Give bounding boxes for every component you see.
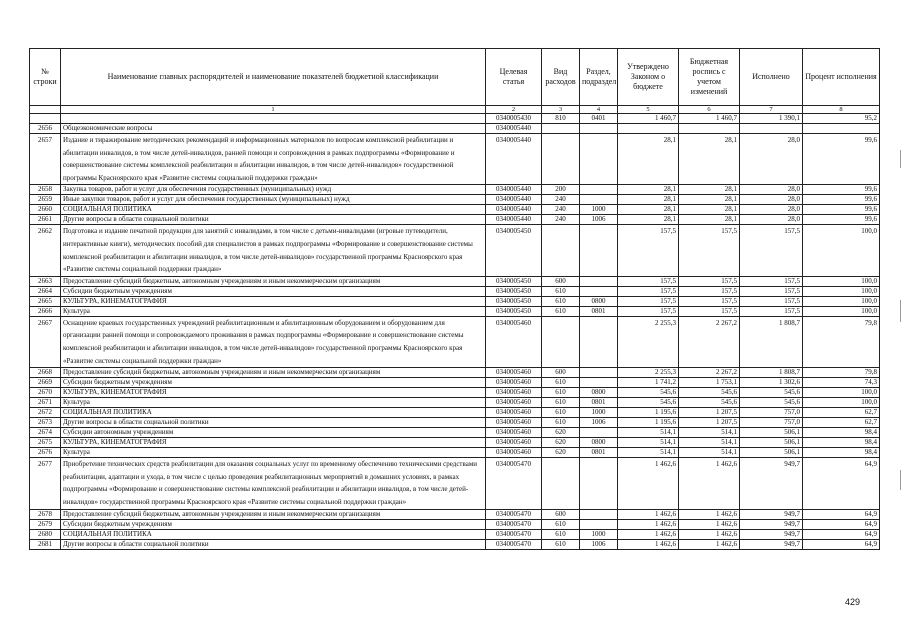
section-code [580, 458, 618, 509]
expense-type: 610 [542, 378, 580, 388]
executed-amount: 28,0 [740, 205, 803, 215]
approved-amount: 514,1 [618, 448, 679, 458]
execution-percent: 99,6 [803, 205, 880, 215]
indicator-name: Другие вопросы в области социальной политики [61, 539, 486, 549]
header-row [30, 49, 880, 106]
table-row [30, 134, 880, 185]
execution-percent: 64,9 [803, 519, 880, 529]
section-code: 1000 [580, 529, 618, 539]
section-code [580, 286, 618, 296]
section-code [580, 519, 618, 529]
target-article: 0340005460 [486, 378, 542, 388]
execution-percent: 62,7 [803, 418, 880, 428]
expense-type: 610 [542, 529, 580, 539]
expense-type: 610 [542, 388, 580, 398]
execution-percent: 100,0 [803, 388, 880, 398]
row-number: 2659 [30, 195, 61, 205]
executed-amount: 1 390,1 [740, 114, 803, 124]
target-article: 0340005470 [486, 458, 542, 509]
row-number: 2665 [30, 296, 61, 306]
target-article: 0340005470 [486, 539, 542, 549]
header-expense-type: Вид расходов [542, 49, 580, 106]
table-row [30, 215, 880, 225]
executed-amount: 28,0 [740, 195, 803, 205]
indicator-name: Приобретение технических средств реабилитации для оказания социальных услуг по временному обеспечению техническими средствами реабилитации, адаптации и ухода, в том числе с целью проведения реабилитационных мероприятий в домашних условиях, в рамках подпрограммы «Формирование и совершенствование системы комплексной реабилитации и абилитации инвалидов, в том числе детей-инвалидов» государственной программы Красноярского края «Развитие системы социальной поддержки граждан» [61, 458, 486, 509]
header-indicator-name: Наименование главных распорядителей и наименование показателей бюджетной классификации [61, 49, 486, 106]
executed-amount: 949,7 [740, 529, 803, 539]
column-number: 1 [61, 106, 486, 114]
target-article: 0340005440 [486, 205, 542, 215]
table-row [30, 286, 880, 296]
row-number: 2669 [30, 378, 61, 388]
expense-type: 610 [542, 418, 580, 428]
expense-type: 610 [542, 286, 580, 296]
row-number: 2672 [30, 408, 61, 418]
column-number [30, 106, 61, 114]
section-code: 0800 [580, 296, 618, 306]
budget-amount: 157,5 [679, 296, 740, 306]
row-number: 2667 [30, 316, 61, 367]
indicator-name: Культура [61, 306, 486, 316]
page-edge-mark [900, 150, 901, 168]
column-number: 4 [580, 106, 618, 114]
page-edge-mark [900, 300, 901, 322]
executed-amount: 157,5 [740, 276, 803, 286]
execution-percent: 62,7 [803, 408, 880, 418]
approved-amount: 1 462,6 [618, 529, 679, 539]
executed-amount: 28,0 [740, 185, 803, 195]
indicator-name: СОЦИАЛЬНАЯ ПОЛИТИКА [61, 205, 486, 215]
row-number [30, 114, 61, 124]
expense-type: 610 [542, 408, 580, 418]
expense-type: 200 [542, 185, 580, 195]
row-number: 2674 [30, 428, 61, 438]
row-number: 2666 [30, 306, 61, 316]
table-row [30, 195, 880, 205]
budget-amount: 28,1 [679, 195, 740, 205]
row-number: 2657 [30, 134, 61, 185]
table-row [30, 205, 880, 215]
budget-amount [679, 124, 740, 134]
executed-amount: 1 808,7 [740, 316, 803, 367]
budget-amount: 157,5 [679, 276, 740, 286]
expense-type: 600 [542, 276, 580, 286]
budget-amount: 2 267,2 [679, 316, 740, 367]
budget-amount: 1 460,7 [679, 114, 740, 124]
approved-amount: 514,1 [618, 438, 679, 448]
execution-percent: 100,0 [803, 276, 880, 286]
section-code [580, 195, 618, 205]
approved-amount: 1 460,7 [618, 114, 679, 124]
approved-amount: 1 195,6 [618, 418, 679, 428]
target-article: 0340005440 [486, 195, 542, 205]
target-article: 0340005450 [486, 286, 542, 296]
budget-amount: 28,1 [679, 215, 740, 225]
target-article: 0340005460 [486, 428, 542, 438]
target-article: 0340005460 [486, 438, 542, 448]
section-code [580, 134, 618, 185]
section-code [580, 378, 618, 388]
table-body [30, 114, 880, 550]
expense-type [542, 134, 580, 185]
expense-type [542, 316, 580, 367]
column-number: 5 [618, 106, 679, 114]
expense-type: 600 [542, 509, 580, 519]
page-number: 429 [845, 597, 861, 607]
execution-percent: 98,4 [803, 438, 880, 448]
section-code [580, 316, 618, 367]
executed-amount: 157,5 [740, 296, 803, 306]
table-row [30, 428, 880, 438]
target-article: 0340005460 [486, 316, 542, 367]
execution-percent: 64,9 [803, 458, 880, 509]
section-code [580, 509, 618, 519]
approved-amount: 545,6 [618, 398, 679, 408]
target-article: 0340005440 [486, 134, 542, 185]
header-row-number: № строки [30, 49, 61, 106]
indicator-name: КУЛЬТУРА, КИНЕМАТОГРАФИЯ [61, 296, 486, 306]
approved-amount: 157,5 [618, 286, 679, 296]
header-section: Раздел, подраздел [580, 49, 618, 106]
executed-amount: 506,1 [740, 428, 803, 438]
row-number: 2675 [30, 438, 61, 448]
indicator-name: Общеэкономические вопросы [61, 124, 486, 134]
target-article: 0340005440 [486, 185, 542, 195]
target-article: 0340005440 [486, 124, 542, 134]
executed-amount: 28,0 [740, 215, 803, 225]
row-number: 2681 [30, 539, 61, 549]
row-number: 2656 [30, 124, 61, 134]
indicator-name: Оснащение краевых государственных учреждений реабилитационным и абилитационным оборудованием и оборудованием для организации ранней помощи и сопровождаемого проживания в рамках подпрограммы «Формирование и совершенствование системы комплексной реабилитации и абилитации инвалидов, в том числе детей-инвалидов» государственной программы Красноярского края «Развитие системы социальной поддержки граждан» [61, 316, 486, 367]
budget-amount: 1 462,6 [679, 509, 740, 519]
section-code [580, 276, 618, 286]
header-execution-percent: Процент исполнения [803, 49, 880, 106]
row-number: 2671 [30, 398, 61, 408]
approved-amount: 1 462,6 [618, 509, 679, 519]
table-row [30, 368, 880, 378]
approved-amount: 28,1 [618, 205, 679, 215]
section-code: 0800 [580, 388, 618, 398]
expense-type: 620 [542, 428, 580, 438]
section-code: 1006 [580, 539, 618, 549]
execution-percent: 64,9 [803, 539, 880, 549]
indicator-name: Субсидии бюджетным учреждениям [61, 286, 486, 296]
table-row [30, 418, 880, 428]
target-article: 0340005450 [486, 306, 542, 316]
execution-percent: 100,0 [803, 398, 880, 408]
execution-percent: 64,9 [803, 509, 880, 519]
expense-type: 610 [542, 519, 580, 529]
execution-percent: 100,0 [803, 296, 880, 306]
execution-percent: 79,8 [803, 368, 880, 378]
executed-amount: 949,7 [740, 539, 803, 549]
approved-amount: 1 462,6 [618, 519, 679, 529]
expense-type: 610 [542, 398, 580, 408]
indicator-name: Предоставление субсидий бюджетным, автономным учреждениям и иным некоммерческим организациям [61, 368, 486, 378]
indicator-name: Культура [61, 398, 486, 408]
budget-report-sheet [29, 48, 879, 550]
expense-type [542, 225, 580, 276]
table-row [30, 316, 880, 367]
budget-amount: 157,5 [679, 286, 740, 296]
execution-percent: 100,0 [803, 286, 880, 296]
indicator-name: Издание и тиражирование методических рекомендаций и информационных материалов по вопросам комплексной реабилитации и абилитации инвалидов, в том числе детей-инвалидов, ранней помощи и сопровождения в рамках подпрограммы «Формирование и совершенствование системы комплексной реабилитации и абилитации инвалидов, в том числе детей-инвалидов» государственной программы Красноярского края «Развитие системы социальной поддержки граждан» [61, 134, 486, 185]
expense-type: 600 [542, 368, 580, 378]
section-code [580, 124, 618, 134]
expense-type [542, 458, 580, 509]
table-row [30, 438, 880, 448]
indicator-name: Культура [61, 448, 486, 458]
approved-amount: 2 255,3 [618, 368, 679, 378]
approved-amount: 1 195,6 [618, 408, 679, 418]
executed-amount: 157,5 [740, 286, 803, 296]
indicator-name: Предоставление субсидий бюджетным, автономным учреждениям и иным некоммерческим организациям [61, 276, 486, 286]
target-article: 0340005470 [486, 529, 542, 539]
target-article: 0340005460 [486, 408, 542, 418]
budget-amount: 1 207,5 [679, 418, 740, 428]
column-number: 8 [803, 106, 880, 114]
header-target-article: Целевая статья [486, 49, 542, 106]
approved-amount: 1 462,6 [618, 458, 679, 509]
expense-type [542, 124, 580, 134]
table-row [30, 509, 880, 519]
table-row [30, 225, 880, 276]
execution-percent: 74,3 [803, 378, 880, 388]
budget-amount: 545,6 [679, 388, 740, 398]
budget-amount: 157,5 [679, 225, 740, 276]
budget-amount: 1 462,6 [679, 539, 740, 549]
table-row [30, 388, 880, 398]
indicator-name: Субсидии бюджетным учреждениям [61, 519, 486, 529]
table-row [30, 448, 880, 458]
indicator-name: Закупка товаров, работ и услуг для обеспечения государственных (муниципальных) нужд [61, 185, 486, 195]
section-code: 0801 [580, 306, 618, 316]
expense-type: 620 [542, 448, 580, 458]
indicator-name: Иные закупки товаров, работ и услуг для обеспечения государственных (муниципальных) нужд [61, 195, 486, 205]
target-article: 0340005430 [486, 114, 542, 124]
budget-amount: 28,1 [679, 134, 740, 185]
section-code: 0801 [580, 398, 618, 408]
approved-amount: 514,1 [618, 428, 679, 438]
indicator-name: Подготовка и издание печатной продукции для занятий с инвалидами, в том числе с детьми-инвалидами (игровые путеводители, интерактивные книги), методических пособий для специалистов в рамках подпрограммы «Формирование и совершенствование системы комплексной реабилитации и абилитации инвалидов, в том числе детей-инвалидов» государственной программы Красноярского края «Развитие системы социальной поддержки граждан» [61, 225, 486, 276]
section-code: 0801 [580, 448, 618, 458]
row-number: 2678 [30, 509, 61, 519]
executed-amount: 506,1 [740, 438, 803, 448]
execution-percent: 98,4 [803, 448, 880, 458]
target-article: 0340005440 [486, 215, 542, 225]
table-row [30, 296, 880, 306]
row-number: 2680 [30, 529, 61, 539]
row-number: 2676 [30, 448, 61, 458]
expense-type: 240 [542, 215, 580, 225]
column-number-row [30, 106, 880, 114]
indicator-name: КУЛЬТУРА, КИНЕМАТОГРАФИЯ [61, 438, 486, 448]
section-code: 1000 [580, 408, 618, 418]
approved-amount: 545,6 [618, 388, 679, 398]
indicator-name: Другие вопросы в области социальной политики [61, 215, 486, 225]
execution-percent: 95,2 [803, 114, 880, 124]
row-number: 2677 [30, 458, 61, 509]
executed-amount: 545,6 [740, 388, 803, 398]
approved-amount: 157,5 [618, 296, 679, 306]
expense-type: 610 [542, 306, 580, 316]
executed-amount: 28,0 [740, 134, 803, 185]
execution-percent [803, 124, 880, 134]
approved-amount: 157,5 [618, 276, 679, 286]
execution-percent: 99,6 [803, 185, 880, 195]
approved-amount: 28,1 [618, 134, 679, 185]
expense-type: 810 [542, 114, 580, 124]
execution-percent: 99,6 [803, 215, 880, 225]
budget-amount: 1 462,6 [679, 519, 740, 529]
budget-amount: 1 462,6 [679, 458, 740, 509]
expense-type: 240 [542, 205, 580, 215]
row-number: 2679 [30, 519, 61, 529]
row-number: 2670 [30, 388, 61, 398]
column-number: 2 [486, 106, 542, 114]
table-row [30, 306, 880, 316]
row-number: 2673 [30, 418, 61, 428]
target-article: 0340005470 [486, 509, 542, 519]
executed-amount: 157,5 [740, 306, 803, 316]
budget-amount: 545,6 [679, 398, 740, 408]
executed-amount: 157,5 [740, 225, 803, 276]
indicator-name: Предоставление субсидий бюджетным, автономным учреждениям и иным некоммерческим организациям [61, 509, 486, 519]
section-code [580, 225, 618, 276]
indicator-name: Субсидии бюджетным учреждениям [61, 378, 486, 388]
approved-amount: 1 462,6 [618, 539, 679, 549]
budget-amount: 2 267,2 [679, 368, 740, 378]
section-code [580, 368, 618, 378]
expense-type: 610 [542, 539, 580, 549]
row-number: 2660 [30, 205, 61, 215]
execution-percent: 100,0 [803, 306, 880, 316]
budget-amount: 1 753,1 [679, 378, 740, 388]
executed-amount: 757,0 [740, 408, 803, 418]
section-code: 1006 [580, 418, 618, 428]
approved-amount: 157,5 [618, 306, 679, 316]
budget-amount: 514,1 [679, 428, 740, 438]
indicator-name: Субсидии автономным учреждениям [61, 428, 486, 438]
page-edge-mark [900, 470, 901, 490]
target-article: 0340005460 [486, 398, 542, 408]
indicator-name: КУЛЬТУРА, КИНЕМАТОГРАФИЯ [61, 388, 486, 398]
target-article: 0340005460 [486, 388, 542, 398]
row-number: 2661 [30, 215, 61, 225]
row-number: 2658 [30, 185, 61, 195]
executed-amount: 545,6 [740, 398, 803, 408]
table-row [30, 378, 880, 388]
column-number: 6 [679, 106, 740, 114]
table-row [30, 519, 880, 529]
target-article: 0340005460 [486, 448, 542, 458]
execution-percent: 100,0 [803, 225, 880, 276]
header-executed: Исполнено [740, 49, 803, 106]
approved-amount: 2 255,3 [618, 316, 679, 367]
header-budget-schedule: Бюджетная роспись с учетом изменений [679, 49, 740, 106]
target-article: 0340005450 [486, 225, 542, 276]
budget-amount: 1 207,5 [679, 408, 740, 418]
budget-table [29, 48, 880, 550]
header-approved-by-law: Утверждено Законом о бюджете [618, 49, 679, 106]
row-number: 2668 [30, 368, 61, 378]
approved-amount: 1 741,2 [618, 378, 679, 388]
executed-amount: 1 302,6 [740, 378, 803, 388]
indicator-name: СОЦИАЛЬНАЯ ПОЛИТИКА [61, 408, 486, 418]
indicator-name: СОЦИАЛЬНАЯ ПОЛИТИКА [61, 529, 486, 539]
column-number: 7 [740, 106, 803, 114]
table-row [30, 114, 880, 124]
table-row [30, 408, 880, 418]
budget-amount: 28,1 [679, 205, 740, 215]
table-row [30, 398, 880, 408]
budget-amount: 514,1 [679, 448, 740, 458]
expense-type: 240 [542, 195, 580, 205]
expense-type: 620 [542, 438, 580, 448]
column-number: 3 [542, 106, 580, 114]
table-row [30, 539, 880, 549]
execution-percent: 99,6 [803, 134, 880, 185]
section-code [580, 185, 618, 195]
section-code: 0800 [580, 438, 618, 448]
approved-amount [618, 124, 679, 134]
target-article: 0340005460 [486, 368, 542, 378]
target-article: 0340005460 [486, 418, 542, 428]
row-number: 2663 [30, 276, 61, 286]
executed-amount [740, 124, 803, 134]
executed-amount: 949,7 [740, 519, 803, 529]
target-article: 0340005450 [486, 276, 542, 286]
budget-amount: 157,5 [679, 306, 740, 316]
approved-amount: 157,5 [618, 225, 679, 276]
budget-amount: 514,1 [679, 438, 740, 448]
target-article: 0340005470 [486, 519, 542, 529]
table-row [30, 124, 880, 134]
section-code: 1006 [580, 215, 618, 225]
approved-amount: 28,1 [618, 215, 679, 225]
expense-type: 610 [542, 296, 580, 306]
executed-amount: 949,7 [740, 458, 803, 509]
budget-amount: 28,1 [679, 185, 740, 195]
section-code: 1000 [580, 205, 618, 215]
execution-percent: 79,8 [803, 316, 880, 367]
table-row [30, 458, 880, 509]
table-row [30, 276, 880, 286]
budget-amount: 1 462,6 [679, 529, 740, 539]
executed-amount: 757,0 [740, 418, 803, 428]
target-article: 0340005450 [486, 296, 542, 306]
approved-amount: 28,1 [618, 185, 679, 195]
executed-amount: 949,7 [740, 509, 803, 519]
executed-amount: 1 808,7 [740, 368, 803, 378]
indicator-name: Другие вопросы в области социальной политики [61, 418, 486, 428]
row-number: 2662 [30, 225, 61, 276]
section-code [580, 428, 618, 438]
row-number: 2664 [30, 286, 61, 296]
execution-percent: 99,6 [803, 195, 880, 205]
approved-amount: 28,1 [618, 195, 679, 205]
table-row [30, 185, 880, 195]
execution-percent: 98,4 [803, 428, 880, 438]
indicator-name [61, 114, 486, 124]
executed-amount: 506,1 [740, 448, 803, 458]
table-row [30, 529, 880, 539]
section-code: 0401 [580, 114, 618, 124]
execution-percent: 64,9 [803, 529, 880, 539]
